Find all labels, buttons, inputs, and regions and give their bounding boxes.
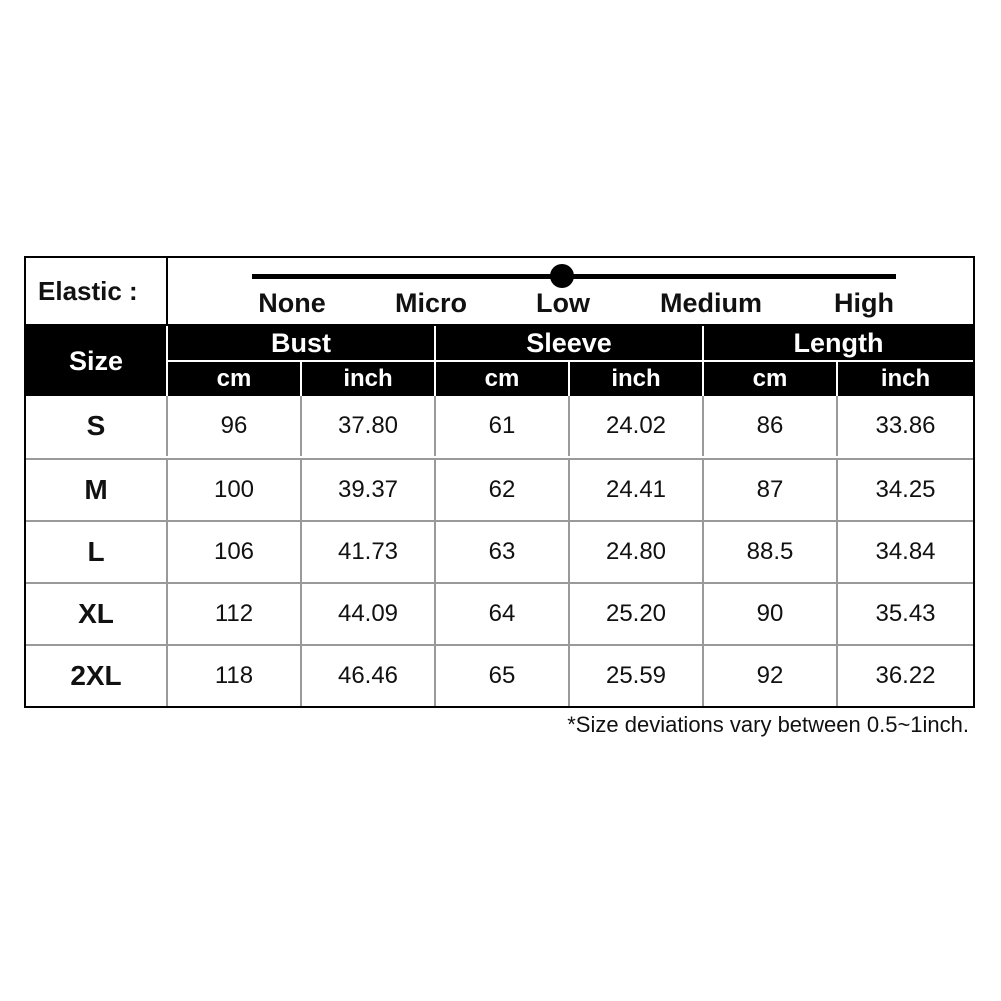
table-header	[26, 326, 973, 396]
group-header-bust: Bust	[168, 326, 436, 362]
value-cell: 64	[436, 584, 570, 644]
value-cell: 87	[704, 460, 838, 520]
value-cell: 61	[436, 396, 570, 456]
elastic-level-low: Low	[536, 288, 590, 318]
elastic-label: Elastic :	[26, 258, 168, 324]
unit-header-inch: inch	[302, 362, 436, 396]
elastic-scale-knob	[550, 264, 574, 288]
value-cell: 41.73	[302, 522, 436, 582]
size-cell: XL	[26, 584, 168, 644]
value-cell: 46.46	[302, 646, 436, 706]
size-cell: M	[26, 460, 168, 520]
unit-header-cm: cm	[704, 362, 838, 396]
value-cell: 88.5	[704, 522, 838, 582]
size-cell: 2XL	[26, 646, 168, 706]
value-cell: 100	[168, 460, 302, 520]
elastic-row	[26, 258, 973, 326]
elastic-scale-line	[252, 274, 896, 279]
value-cell: 92	[704, 646, 838, 706]
value-cell: 106	[168, 522, 302, 582]
size-chart	[24, 256, 975, 708]
unit-header-cm: cm	[436, 362, 570, 396]
value-cell: 62	[436, 460, 570, 520]
size-column-header: Size	[26, 326, 168, 396]
value-cell: 24.80	[570, 522, 704, 582]
value-cell: 63	[436, 522, 570, 582]
value-cell: 25.59	[570, 646, 704, 706]
table-row	[26, 644, 973, 706]
value-cell: 86	[704, 396, 838, 456]
unit-header-inch: inch	[880, 365, 931, 392]
unit-header-inch: inch	[570, 362, 704, 396]
elastic-level-medium: Medium	[659, 288, 763, 318]
value-cell: 24.41	[570, 460, 704, 520]
value-cell: 35.43	[875, 600, 936, 627]
value-cell: 118	[168, 646, 302, 706]
value-cell: 44.09	[302, 584, 436, 644]
elastic-level-none: None	[258, 288, 326, 318]
value-cell: 36.22	[875, 662, 936, 689]
value-cell: 34.84	[875, 538, 936, 565]
table-row	[26, 582, 973, 644]
table-row	[26, 458, 973, 520]
value-cell: 34.25	[875, 476, 936, 503]
value-cell: 24.02	[570, 396, 704, 456]
value-cell: 112	[168, 584, 302, 644]
value-cell: 33.86	[875, 412, 936, 439]
value-cell: 37.80	[302, 396, 436, 456]
value-cell: 96	[168, 396, 302, 456]
table-row	[26, 396, 973, 458]
value-cell: 25.20	[570, 584, 704, 644]
value-cell: 65	[436, 646, 570, 706]
size-deviation-note: *Size deviations vary between 0.5~1inch.	[567, 712, 969, 737]
size-cell: S	[26, 396, 168, 456]
group-header-sleeve: Sleeve	[436, 326, 704, 362]
value-cell: 39.37	[302, 460, 436, 520]
value-cell: 90	[704, 584, 838, 644]
table-row	[26, 520, 973, 582]
unit-header-cm: cm	[168, 362, 302, 396]
size-cell: L	[26, 522, 168, 582]
group-header-length: Length	[704, 326, 973, 362]
elastic-level-high: High	[834, 288, 894, 318]
elastic-level-micro: Micro	[394, 288, 468, 318]
